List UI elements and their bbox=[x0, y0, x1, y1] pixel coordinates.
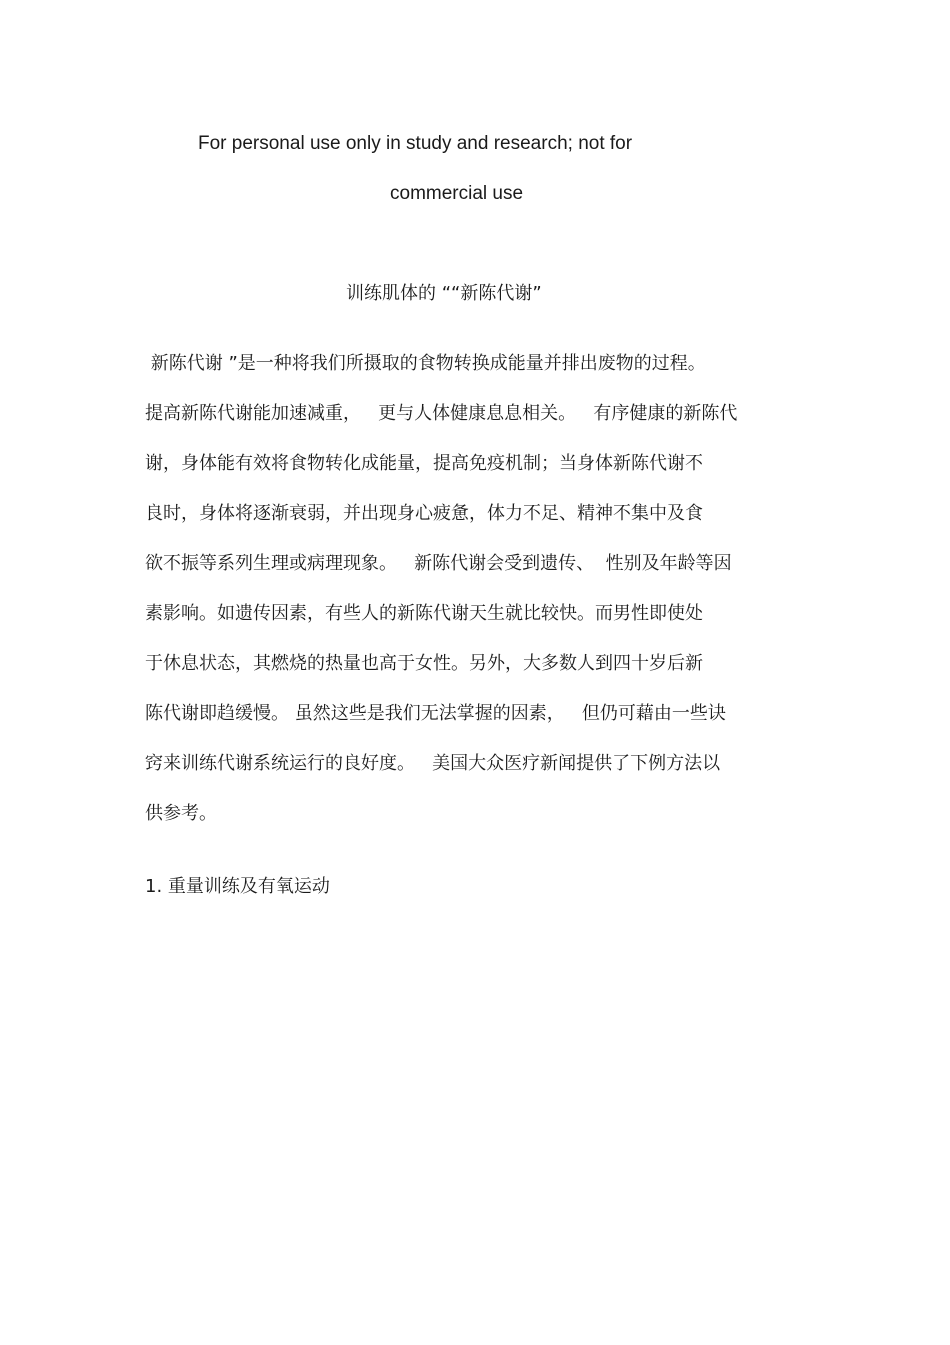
usage-notice-line-1: For personal use only in study and research; not for bbox=[198, 133, 633, 154]
paragraph-line: 陈代谢即趋缓慢。 虽然这些是我们无法掌握的因素， 但仍可藉由一些诀 bbox=[145, 703, 726, 724]
paragraph-line: 新陈代谢 ”是一种将我们所摄取的食物转换成能量并排出废物的过程。 bbox=[145, 353, 706, 374]
paragraph-line: 欲不振等系列生理或病理现象。 新陈代谢会受到遗传、 性别及年龄等因 bbox=[145, 553, 732, 574]
paragraph-line: 提高新陈代谢能加速减重， 更与人体健康息息相关。 有序健康的新陈代 bbox=[145, 403, 738, 424]
paragraph-line: 于休息状态，其燃烧的热量也高于女性。另外，大多数人到四十岁后新 bbox=[145, 653, 703, 674]
paragraph-line: 供参考。 bbox=[145, 803, 217, 824]
paragraph-line: 良时，身体将逐渐衰弱，并出现身心疲惫，体力不足、精神不集中及食 bbox=[145, 503, 703, 524]
section-heading: 1. 重量训练及有氧运动 bbox=[145, 876, 330, 897]
paragraph-line: 窍来训练代谢系统运行的良好度。 美国大众医疗新闻提供了下例方法以 bbox=[145, 753, 721, 774]
usage-notice-line-2: commercial use bbox=[390, 183, 524, 204]
document-title: 训练肌体的 ““新陈代谢” bbox=[346, 283, 542, 304]
paragraph-line: 谢，身体能有效将食物转化成能量，提高免疫机制；当身体新陈代谢不 bbox=[145, 453, 703, 474]
paragraph-line: 素影响。如遗传因素，有些人的新陈代谢天生就比较快。而男性即使处 bbox=[145, 603, 703, 624]
